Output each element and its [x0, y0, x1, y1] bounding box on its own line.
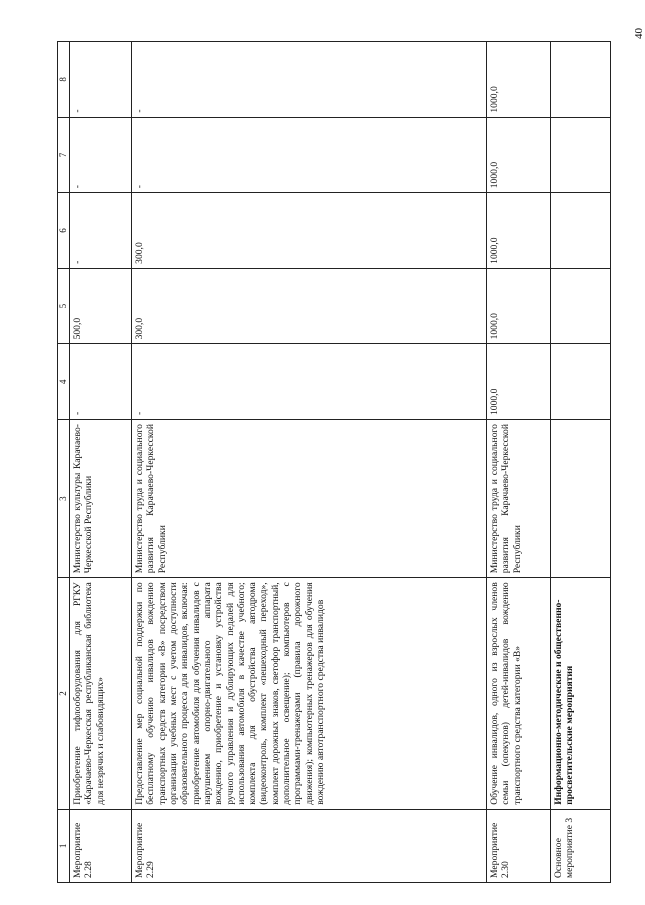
- measure-executor: [551, 420, 611, 578]
- value-cell: -: [70, 42, 132, 118]
- value-cell: [551, 42, 611, 118]
- value-cell: 1000,0: [487, 117, 551, 193]
- value-cell: -: [70, 344, 132, 420]
- value-cell: -: [132, 117, 487, 193]
- header-cell: 5: [58, 268, 70, 344]
- measure-executor: Министерство труда и социального развития Карачаево-Черкесской Республики: [132, 420, 487, 578]
- value-cell: 1000,0: [487, 42, 551, 118]
- header-cell: 4: [58, 344, 70, 420]
- header-cell: 7: [58, 117, 70, 193]
- measure-id: Мероприятие 2.28: [70, 809, 132, 882]
- table-row: [132, 42, 487, 883]
- value-cell: -: [132, 42, 487, 118]
- measure-id: Основное мероприятие 3: [551, 809, 611, 882]
- header-cell: 1: [58, 809, 70, 882]
- value-cell: [551, 268, 611, 344]
- value-cell: 1000,0: [487, 268, 551, 344]
- value-cell: -: [70, 117, 132, 193]
- value-cell: [551, 117, 611, 193]
- value-cell: 1000,0: [487, 344, 551, 420]
- table-row: [551, 42, 611, 883]
- measure-executor: Министерство культуры Карачаево-Черкесской Республики: [70, 420, 132, 578]
- value-cell: 1000,0: [487, 193, 551, 269]
- measure-executor: Министерство труда и социального развития Карачаево-Черкесской Республики: [487, 420, 551, 578]
- value-cell: 300,0: [132, 268, 487, 344]
- value-cell: -: [132, 344, 487, 420]
- measure-description: Предоставление мер социальной поддержки по бесплатному обучению инвалидов вождению транспортных средств категории «В» посредством организации учебных мест с учетом доступности образовательного процесса для инвалидов, включая: приобретение автомобиля для обучения инвалидов с нарушением опорно-двигательного аппарата вождению, приобретение и установку устройства ручного управления и дублирующих педалей для использования автомобиля в качестве учебного; комплекта для обустройства автодрома (видеоконтроль, комплект «пешеходный переход», комплект дорожных знаков, светофор транспортный, дополнительное освещение); компьютеров с программами-тренажерами (правила дорожного движения); компьютерных тренажеров для обучения вождению автотранспортного средства инвалидов: [132, 578, 487, 810]
- header-row: [58, 42, 70, 883]
- header-cell: 8: [58, 42, 70, 118]
- header-cell: 6: [58, 193, 70, 269]
- measure-id: Мероприятие 2.30: [487, 809, 551, 882]
- table-row: [487, 42, 551, 883]
- measure-description: Приобретение тифлооборудования для РГКУ «Карачаево-Черкесская республиканская библиотека для незрячих и слабовидящих»: [70, 578, 132, 810]
- measure-description: Информационно-методические и общественно-просветительские мероприятия: [551, 578, 611, 810]
- table-row: [70, 42, 132, 883]
- header-cell: 2: [58, 578, 70, 810]
- rotated-table-stage: [57, 41, 637, 883]
- measure-description: Обучение инвалидов, одного из взрослых членов семьи (опекунов) детей-инвалидов вождению транспортного средства категории «В»: [487, 578, 551, 810]
- value-cell: 500,0: [70, 268, 132, 344]
- measure-id: Мероприятие 2.29: [132, 809, 487, 882]
- value-cell: 300,0: [132, 193, 487, 269]
- header-cell: 3: [58, 420, 70, 578]
- measures-table: [57, 41, 611, 883]
- value-cell: [551, 344, 611, 420]
- page-number: 40: [633, 28, 645, 39]
- value-cell: -: [70, 193, 132, 269]
- value-cell: [551, 193, 611, 269]
